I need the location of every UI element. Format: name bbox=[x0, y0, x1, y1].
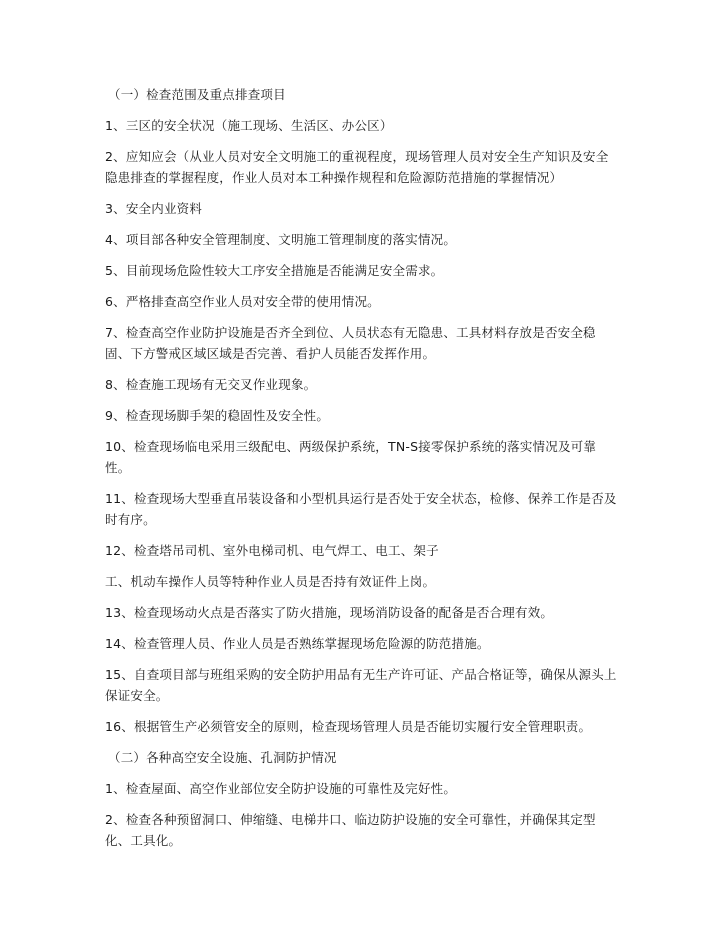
paragraph-item: 13、检查现场动火点是否落实了防火措施，现场消防设备的配备是否合理有效。 bbox=[105, 605, 554, 620]
paragraph-item: 9、检查现场脚手架的稳固性及安全性。 bbox=[105, 408, 330, 423]
paragraph-item: 10、检查现场临电采用三级配电、两级保护系统，TN-S接零保护系统的落实情况及可靠性。 bbox=[105, 439, 597, 475]
paragraph-item: 2、应知应会（从业人员对安全文明施工的重视程度，现场管理人员对安全生产知识及安全隐患排查的掌握程度，作业人员对本工种操作规程和危险源防范措施的掌握情况） bbox=[105, 149, 609, 185]
paragraph-item: 11、检查现场大型垂直吊装设备和小型机具运行是否处于安全状态，检修、保养工作是否及时有序。 bbox=[105, 491, 617, 527]
paragraph-item: 1、三区的安全状况（施工现场、生活区、办公区） bbox=[105, 118, 393, 133]
section-heading-1: （一）检查范围及重点排查项目 bbox=[108, 87, 286, 102]
paragraph-item: 2、检查各种预留洞口、伸缩缝、电梯井口、临边防护设施的安全可靠性，并确保其定型化、工具化。 bbox=[105, 812, 596, 848]
paragraph-item: 12、检查塔吊司机、室外电梯司机、电气焊工、电工、架子 bbox=[105, 543, 439, 558]
section-heading-2: （二）各种高空安全设施、孔洞防护情况 bbox=[108, 750, 337, 765]
paragraph-item: 1、检查屋面、高空作业部位安全防护设施的可靠性及完好性。 bbox=[105, 781, 457, 796]
paragraph-item: 工、机动车操作人员等特种作业人员是否持有效证件上岗。 bbox=[105, 574, 436, 589]
paragraph-item: 14、检查管理人员、作业人员是否熟练掌握现场危险源的防范措施。 bbox=[105, 636, 490, 651]
paragraph-item: 8、检查施工现场有无交叉作业现象。 bbox=[105, 377, 317, 392]
paragraph-item: 6、严格排查高空作业人员对安全带的使用情况。 bbox=[105, 294, 380, 309]
paragraph-item: 7、检查高空作业防护设施是否齐全到位、人员状态有无隐患、工具材料存放是否安全稳固、下方警戒区域区域是否完善、看护人员能否发挥作用。 bbox=[105, 325, 596, 361]
paragraph-item: 4、项目部各种安全管理制度、文明施工管理制度的落实情况。 bbox=[105, 232, 457, 247]
document-body bbox=[105, 84, 620, 861]
paragraph-item: 16、根据管生产必须管安全的原则，检查现场管理人员是否能切实履行安全管理职责。 bbox=[105, 719, 592, 734]
paragraph-item: 15、自查项目部与班组采购的安全防护用品有无生产许可证、产品合格证等，确保从源头上保证安全。 bbox=[105, 667, 617, 703]
paragraph-item: 5、目前现场危险性较大工序安全措施是否能满足安全需求。 bbox=[105, 263, 444, 278]
paragraph-item: 3、安全内业资料 bbox=[105, 201, 203, 216]
